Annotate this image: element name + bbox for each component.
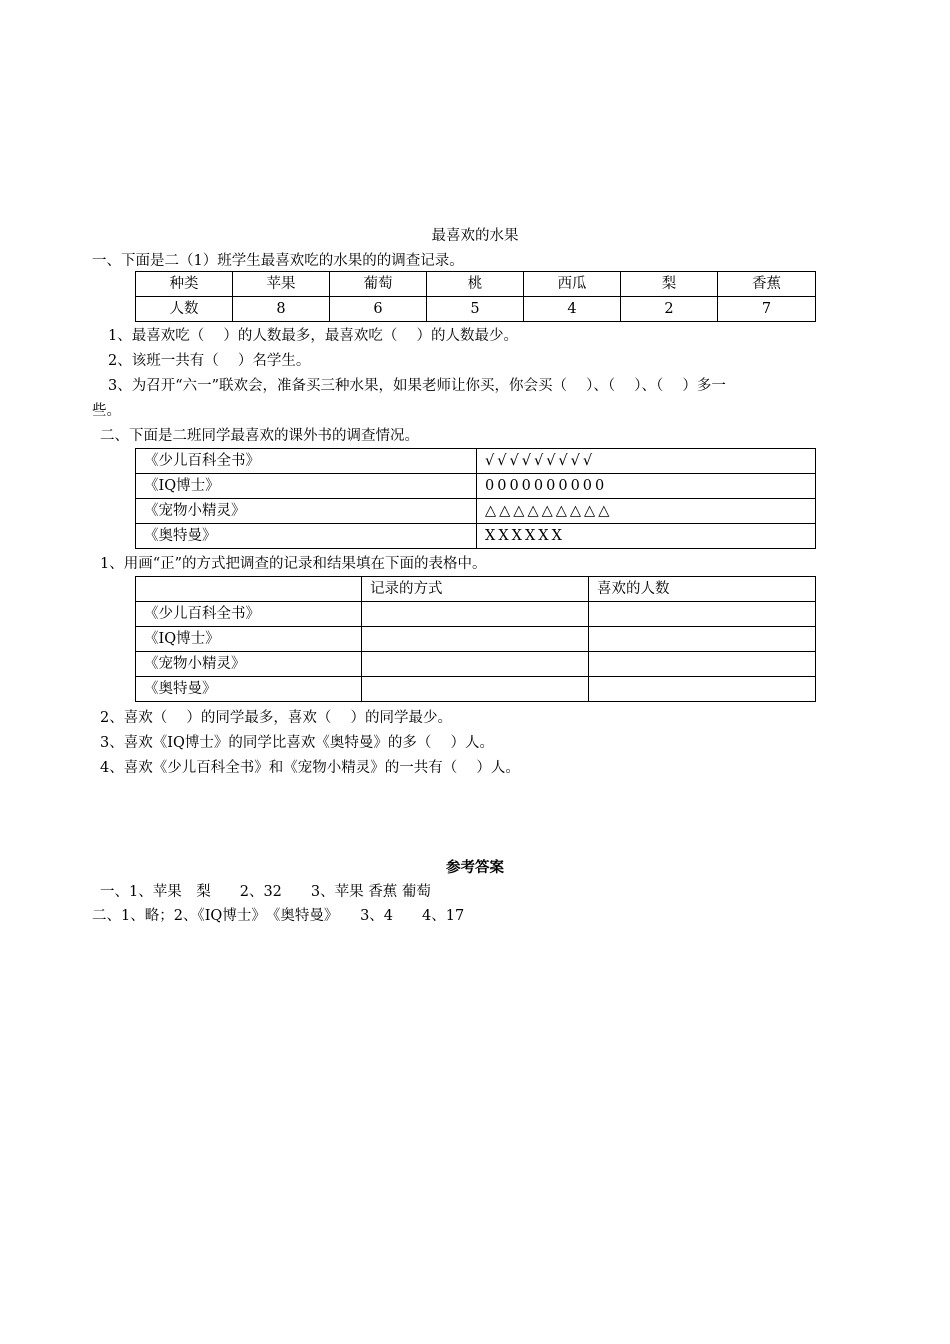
table-cell: 5 xyxy=(427,297,524,322)
page-title: 最喜欢的水果 xyxy=(431,228,519,244)
section1-question-3-continued: 些。 xyxy=(92,403,121,419)
table-cell: 种类 xyxy=(136,272,233,297)
table-row xyxy=(136,602,816,627)
table-cell: 桃 xyxy=(427,272,524,297)
tally-marks: △△△△△△△△△ xyxy=(477,499,816,524)
table-row xyxy=(136,627,816,652)
table-cell: 苹果 xyxy=(233,272,330,297)
book-name: 《奥特曼》 xyxy=(136,677,362,702)
book-name: 《少儿百科全书》 xyxy=(136,449,477,474)
section2-heading: 二、下面是二班同学最喜欢的课外书的调查情况。 xyxy=(100,428,419,444)
table-cell: 6 xyxy=(330,297,427,322)
table-cell: 8 xyxy=(233,297,330,322)
header-cell xyxy=(136,577,362,602)
section2-question-2: 2、喜欢（ ）的同学最多，喜欢（ ）的同学最少。 xyxy=(100,710,452,726)
section1-question-3: 3、为召开“六一”联欢会，准备买三种水果，如果老师让你买，你会买（ ）、（ ）、（ ）多一 xyxy=(108,378,726,394)
answers-title: 参考答案 xyxy=(446,859,504,876)
table-cell: 2 xyxy=(621,297,718,322)
tally-fill-table xyxy=(135,576,816,702)
answers-line-1: 一、1、苹果 梨 2、32 3、苹果 香蕉 葡萄 xyxy=(100,884,431,900)
fruit-table-header-row xyxy=(136,272,816,297)
table-cell: 梨 xyxy=(621,272,718,297)
section1-question-2: 2、该班一共有（ ）名学生。 xyxy=(108,353,311,369)
fruit-table xyxy=(135,271,816,322)
tally-marks: √√√√√√√√√ xyxy=(477,449,816,474)
section2-question-3: 3、喜欢《IQ博士》的同学比喜欢《奥特曼》的多（ ）人。 xyxy=(100,735,494,751)
book-name: 《奥特曼》 xyxy=(136,524,477,549)
record-method-cell[interactable] xyxy=(362,602,589,627)
tally-marks: 0000000000 xyxy=(477,474,816,499)
record-method-cell[interactable] xyxy=(362,677,589,702)
table-row xyxy=(136,449,816,474)
section2-question-4: 4、喜欢《少儿百科全书》和《宠物小精灵》的一共有（ ）人。 xyxy=(100,760,520,776)
count-cell[interactable] xyxy=(589,627,816,652)
table-cell: 西瓜 xyxy=(524,272,621,297)
table-cell: 7 xyxy=(718,297,816,322)
tally-marks: XXXXXX xyxy=(477,524,816,549)
book-name: 《宠物小精灵》 xyxy=(136,499,477,524)
table-header-row xyxy=(136,577,816,602)
table-row xyxy=(136,652,816,677)
table-row xyxy=(136,474,816,499)
answers-line-2: 二、1、略；2、《IQ博士》 《奥特曼》 3、4 4、17 xyxy=(92,908,465,924)
table-row xyxy=(136,677,816,702)
count-cell[interactable] xyxy=(589,677,816,702)
record-method-cell[interactable] xyxy=(362,627,589,652)
book-name: 《IQ博士》 xyxy=(136,474,477,499)
table-cell: 葡萄 xyxy=(330,272,427,297)
book-name: 《少儿百科全书》 xyxy=(136,602,362,627)
section2-question-1: 1、用画“正”的方式把调查的记录和结果填在下面的表格中。 xyxy=(100,556,487,572)
fruit-table-count-row xyxy=(136,297,816,322)
section1-heading: 一、下面是二（1）班学生最喜欢吃的水果的的调查记录。 xyxy=(92,253,464,269)
record-method-cell[interactable] xyxy=(362,652,589,677)
book-name: 《宠物小精灵》 xyxy=(136,652,362,677)
count-cell[interactable] xyxy=(589,602,816,627)
table-row xyxy=(136,499,816,524)
header-cell: 喜欢的人数 xyxy=(589,577,816,602)
book-survey-table xyxy=(135,448,816,549)
table-cell: 4 xyxy=(524,297,621,322)
table-cell: 人数 xyxy=(136,297,233,322)
table-cell: 香蕉 xyxy=(718,272,816,297)
table-row xyxy=(136,524,816,549)
section1-question-1: 1、最喜欢吃（ ）的人数最多，最喜欢吃（ ）的人数最少。 xyxy=(108,328,518,344)
count-cell[interactable] xyxy=(589,652,816,677)
book-name: 《IQ博士》 xyxy=(136,627,362,652)
header-cell: 记录的方式 xyxy=(362,577,589,602)
